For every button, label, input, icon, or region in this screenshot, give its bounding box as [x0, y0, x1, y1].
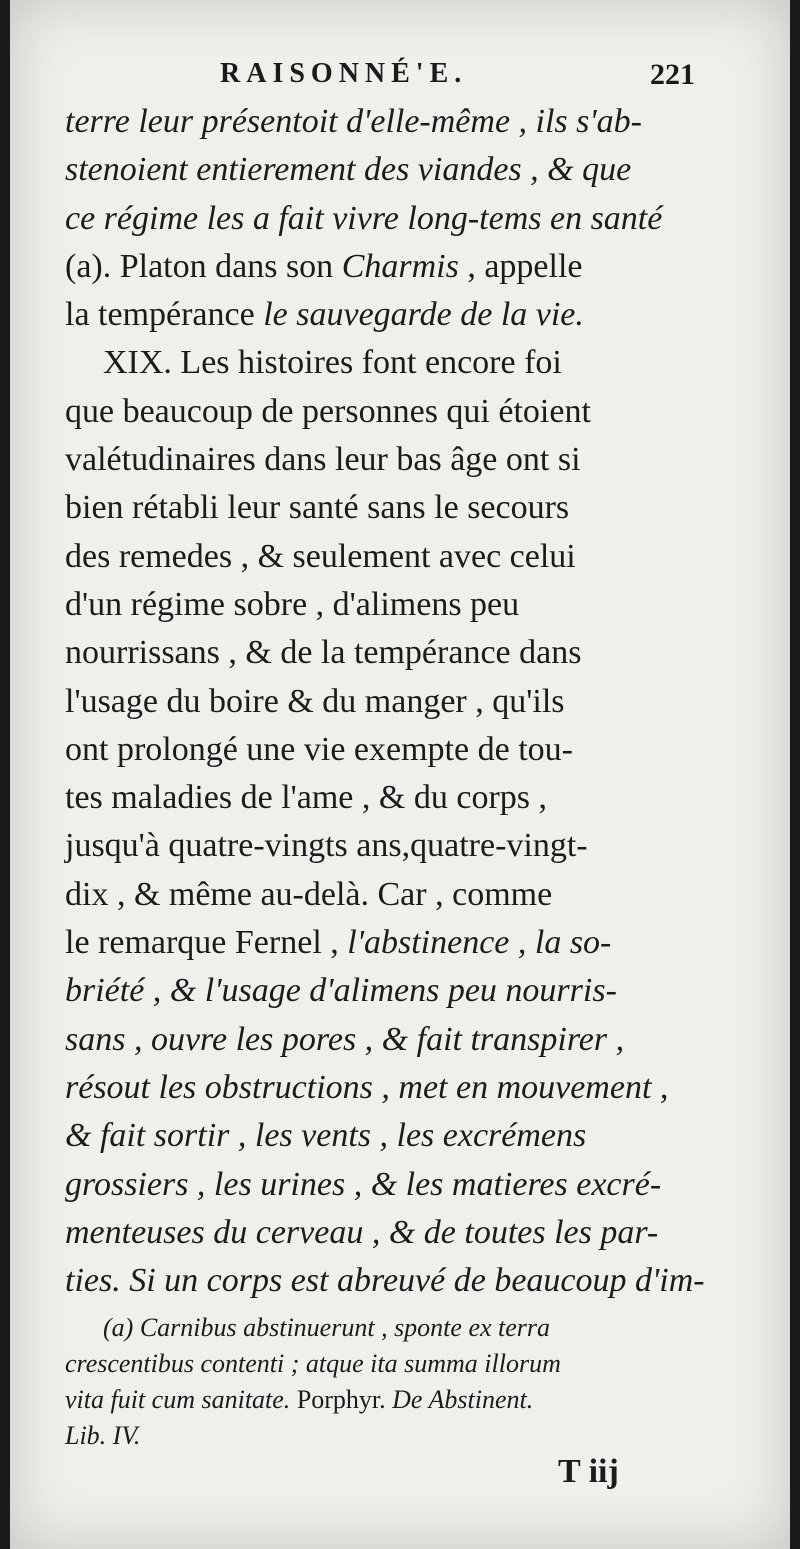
footnote-line: (a) Carnibus abstinuerunt , sponte ex terra: [103, 1313, 551, 1342]
text-segment: vita fuit cum sanitate.: [65, 1385, 297, 1414]
text-line: stenoient entierement des viandes , & que: [65, 151, 632, 189]
text-line: ont prolongé une vie exempte de tou-: [65, 730, 573, 768]
text-segment: De Abstinent.: [385, 1385, 534, 1414]
text-line: que beaucoup de personnes qui étoient: [65, 392, 591, 430]
footnote-line: crescentibus contenti ; atque ita summa illorum: [65, 1349, 561, 1378]
text-line: ce régime les a fait vivre long-tems en santé: [65, 199, 663, 237]
running-head: RAISONNÉ'E.: [220, 58, 468, 89]
text-segment: (a). Platon dans son: [65, 247, 342, 285]
text-line: sans , ouvre les pores , & fait transpirer ,: [65, 1020, 625, 1058]
page-header: [10, 58, 790, 98]
text-line: grossiers , les urines , & les matieres excré-: [65, 1165, 662, 1203]
text-segment: l'abstinence , la so-: [347, 924, 612, 962]
text-line: XIX. Les histoires font encore foi: [103, 344, 562, 382]
footnote-line: [65, 1382, 745, 1418]
footnote: [65, 1310, 745, 1454]
page-number: 221: [650, 58, 695, 91]
text-line: l'usage du boire & du manger , qu'ils: [65, 682, 565, 720]
text-line: [65, 919, 745, 967]
text-line: & fait sortir , les vents , les excrémens: [65, 1117, 587, 1155]
text-segment: Charmis: [341, 247, 459, 285]
text-line: des remedes , & seulement avec celui: [65, 537, 576, 575]
text-segment: la tempérance: [65, 296, 264, 334]
text-line: dix , & même au-delà. Car , comme: [65, 875, 553, 913]
text-line: tes maladies de l'ame , & du corps ,: [65, 779, 547, 817]
text-line: menteuses du cerveau , & de toutes les par-: [65, 1213, 659, 1251]
text-line: jusqu'à quatre-vingts ans,quatre-vingt-: [65, 827, 588, 865]
text-line: briété , & l'usage d'alimens peu nourris-: [65, 972, 617, 1010]
text-line: terre leur présentoit d'elle-même , ils s'ab-: [65, 103, 642, 140]
text-segment: , appelle: [458, 247, 583, 285]
text-line: bien rétabli leur santé sans le secours: [65, 489, 570, 527]
book-page: [10, 0, 790, 1549]
text-segment: Porphyr.: [296, 1385, 386, 1414]
text-line: d'un régime sobre , d'alimens peu: [65, 585, 520, 623]
text-line: résout les obstructions , met en mouvement ,: [65, 1068, 669, 1106]
text-line: valétudinaires dans leur bas âge ont si: [65, 441, 581, 479]
text-line: [65, 243, 745, 291]
text-line: [65, 291, 745, 339]
text-segment: le sauvegarde de la vie.: [263, 296, 584, 334]
text-line: nourrissans , & de la tempérance dans: [65, 634, 582, 672]
signature-mark: T iij: [558, 1453, 619, 1490]
text-segment: le remarque Fernel ,: [65, 924, 348, 962]
footnote-line: Lib. IV.: [65, 1421, 141, 1450]
text-line: ties. Si un corps est abreuvé de beaucoup d'im-: [65, 1262, 705, 1300]
main-text: [65, 98, 745, 1305]
